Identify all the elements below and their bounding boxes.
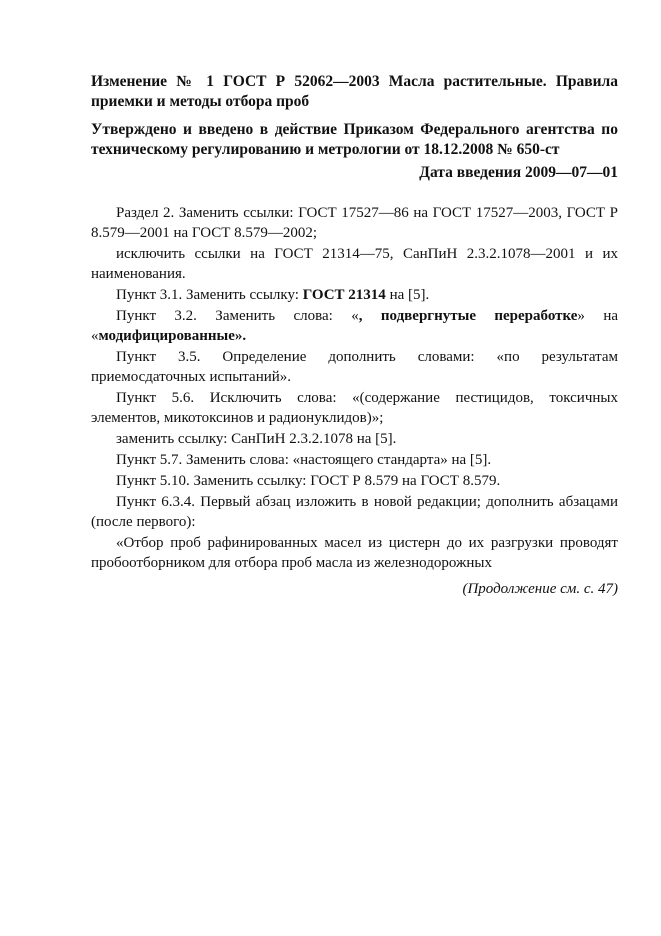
paragraph-item-3-5: Пункт 3.5. Определение дополнить словами: «по результатам приемосдаточных испытаний». bbox=[91, 349, 618, 385]
item-3-2-tail: . bbox=[242, 328, 247, 344]
paragraph-section-2: Раздел 2. Заменить ссылки: ГОСТ 17527—86 на ГОСТ 17527—2003, ГОСТ Р 8.579—2001 на ГОСТ 8.579—2002; bbox=[91, 205, 618, 241]
change-title: Изменение № 1 ГОСТ Р 52062—2003 Масла растительные. Правила приемки и методы отбора проб bbox=[91, 73, 618, 110]
paragraph-item-3-1 bbox=[91, 285, 618, 305]
item-3-1-bold: ГОСТ 21314 bbox=[302, 287, 386, 303]
item-3-2-mid: » на « bbox=[91, 308, 619, 344]
document-page bbox=[91, 72, 618, 599]
paragraph-replace-sanpin: заменить ссылку: СанПиН 2.3.2.1078 на [5]. bbox=[116, 431, 397, 447]
paragraph-item-5-10: Пункт 5.10. Заменить ссылку: ГОСТ Р 8.579 на ГОСТ 8.579. bbox=[116, 473, 501, 489]
effective-date: Дата введения 2009—07—01 bbox=[419, 164, 618, 181]
item-3-2-bold-new: модифицированные» bbox=[98, 328, 243, 344]
item-3-1-lead: Пункт 3.1. Заменить ссылку: bbox=[116, 287, 303, 303]
paragraph-item-6-3-4: Пункт 6.3.4. Первый абзац изложить в новой редакции; дополнить абзацами (после первого): bbox=[91, 494, 618, 530]
approval-statement: Утверждено и введено в действие Приказом Федерального агентства по техническому регулированию и метрологии от 18.12.2008 № 650-ст bbox=[91, 121, 618, 158]
paragraph-item-5-7: Пункт 5.7. Заменить слова: «настоящего стандарта» на [5]. bbox=[116, 452, 492, 468]
paragraph-item-3-2 bbox=[91, 306, 618, 346]
item-3-1-tail: на [5]. bbox=[385, 287, 430, 303]
paragraph-item-5-6: Пункт 5.6. Исключить слова: «(содержание пестицидов, токсичных элементов, микотоксинов и радионуклидов)»; bbox=[91, 390, 618, 426]
item-3-2-bold-old: , подвергнутые переработке bbox=[358, 308, 578, 324]
continuation-note: (Продолжение см. с. 47) bbox=[462, 581, 618, 597]
paragraph-exclude-refs: исключить ссылки на ГОСТ 21314—75, СанПиН 2.3.2.1078—2001 и их наименования. bbox=[91, 246, 618, 282]
paragraph-quoted-text: «Отбор проб рафинированных масел из цистерн до их разгрузки проводят пробоотборником для отбора проб масла из железнодорожных bbox=[91, 535, 618, 571]
item-3-2-lead: Пункт 3.2. Заменить слова: « bbox=[116, 308, 359, 324]
